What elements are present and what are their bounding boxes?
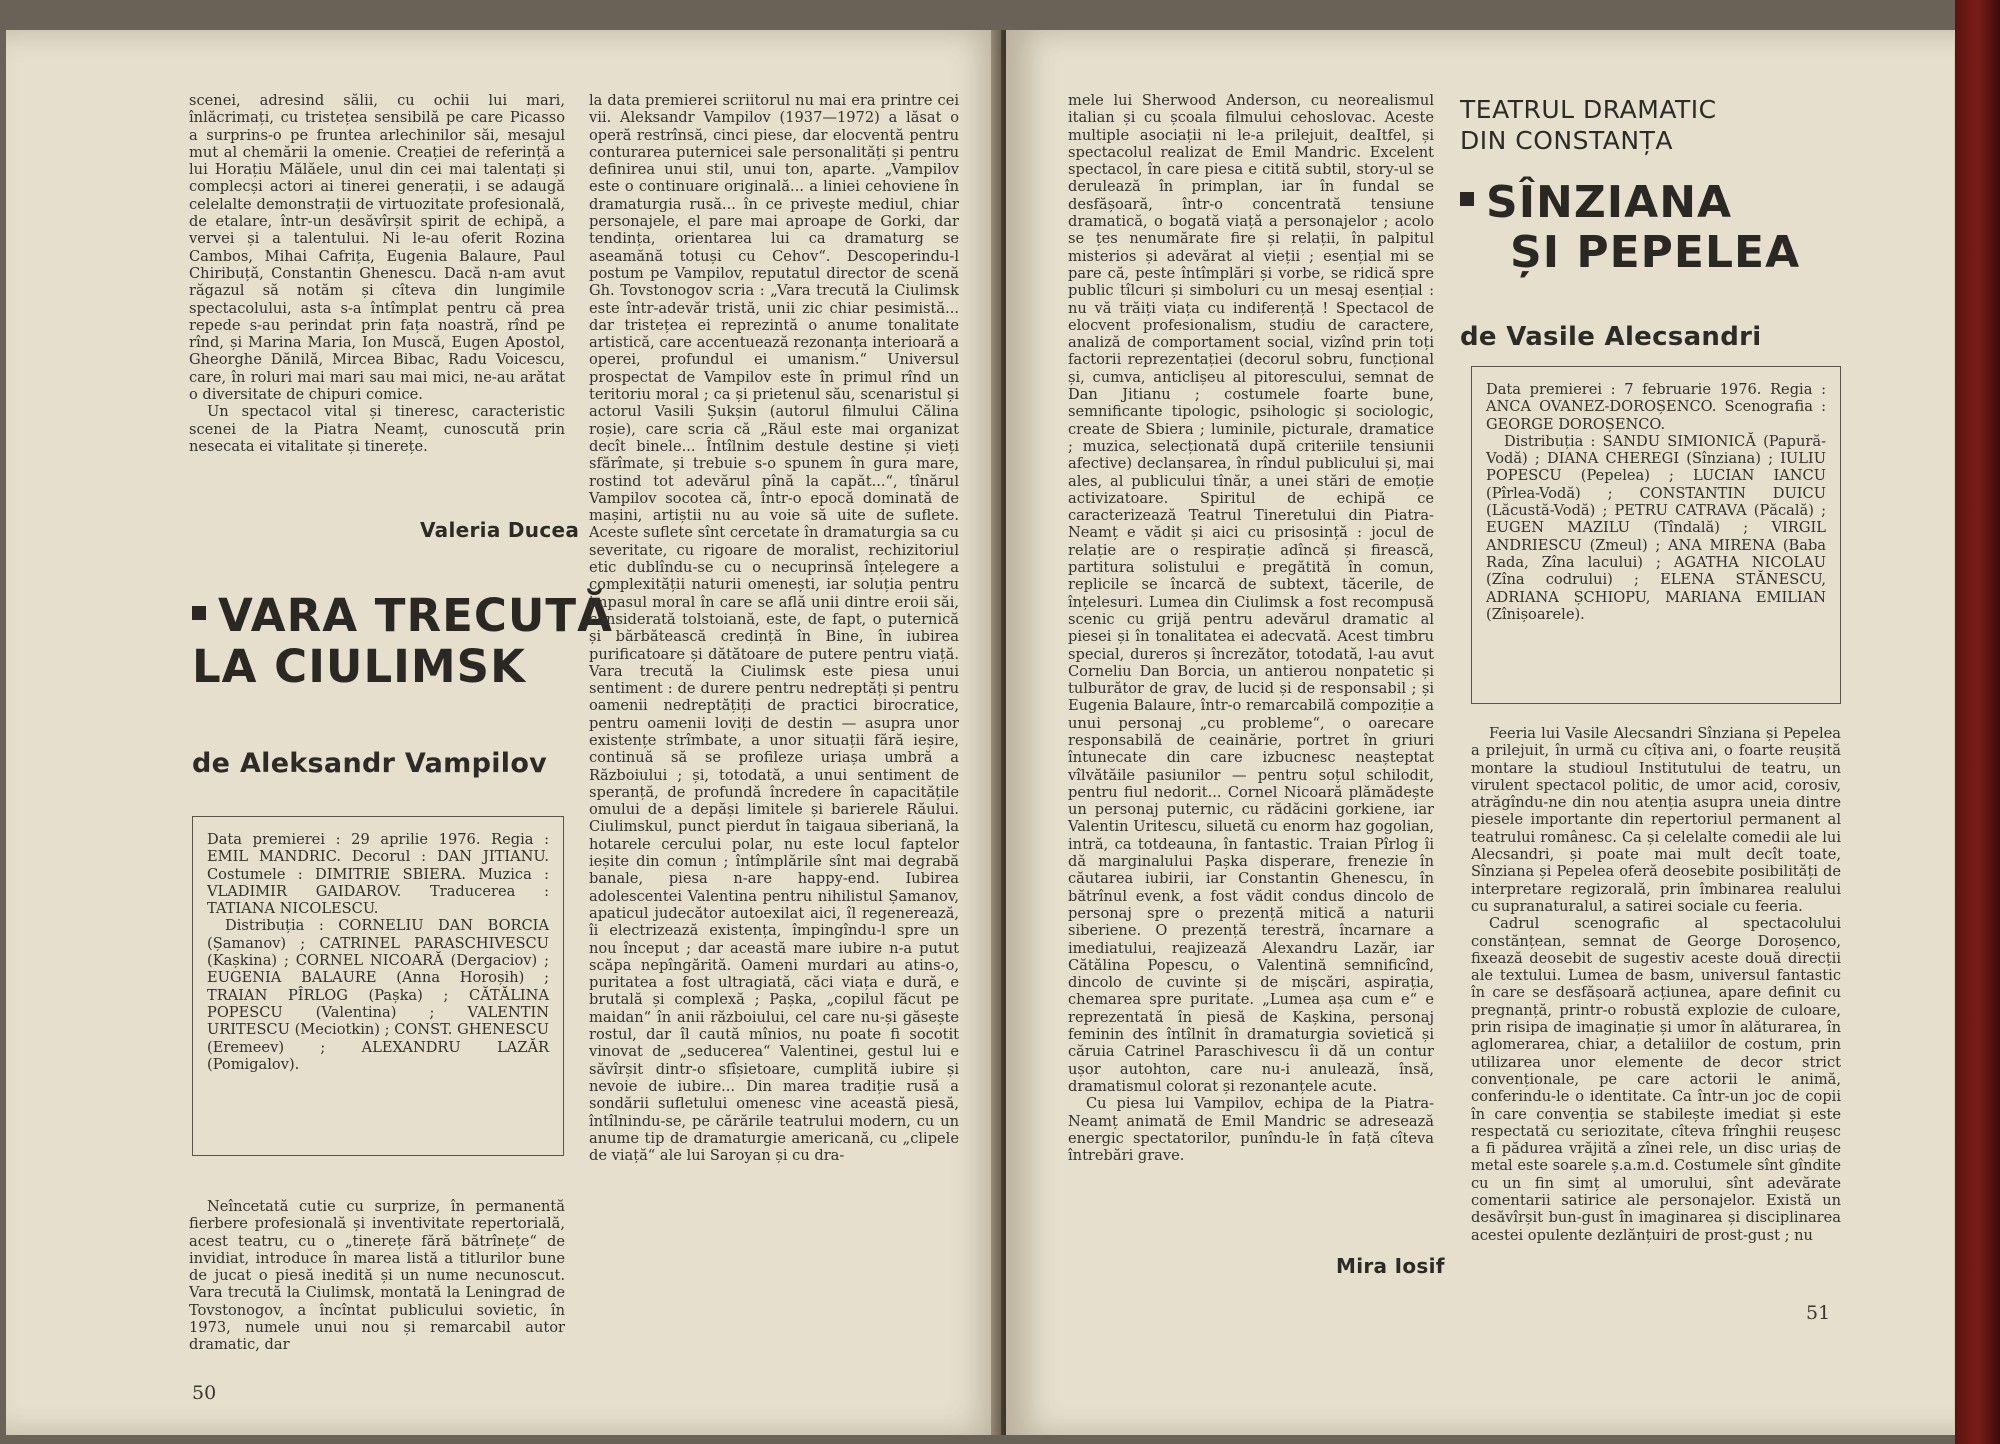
paragraph: Feeria lui Vasile Alecsandri Sînziana și Pepelea a prilejuit, în urmă cu cîțiva ani, o foarte reușită montare la studioul Institutului de teatru, un virulent spectacol politic, de umor acid, corosiv, atrăgîndu-ne din nou atenția asupra uneia dintre piesele importante din repertoriul permanent al teatrului românesc. Ca și celelalte comedii ale lui Alecsandri, și poate mai mult decît toate, Sînziana și Pepelea oferă deosebite posibilități de interpretare regizorală, prin îmbinarea realului cu supranaturalul, a satirei sociale cu feeria. (1471, 725, 1841, 915)
paragraph: Cadrul scenografic al spectacolului constănțean, semnat de George Doroșenco, fixează deosebit de sugestiv aceste două direcții ale textului. Lumea de basm, universul fantastic în care se desfășoară acțiunea, apare definit cu pregnanță, printr-o robustă explozie de culoare, prin risipa de imaginație și umor în alăturarea, în aglomerarea, chiar, a detaliilor de costum, prin utilizarea unor elemente de decor strict convenționale, pe care actorii le animă, conferindu-le o identitate. Ca într-un joc de copii în care convenția se stabilește imediat și este respectată cu seriozitate, cîteva frînghii reușesc a fi pădurea vrăjită a zînei rele, un disc uriaș de metal este soarele ș.a.m.d. Costumele sînt gîndite cu un fin simț al umorului, sînt adevărate comentarii satirice ale personajelor. Există un desăvîrșit bun-gust în imaginarea și disciplinarea acestei opulente dezlănțuiri de prost-gust ; nu (1471, 915, 1841, 1244)
bullet-square-icon (192, 606, 206, 620)
bullet-square-icon (1460, 192, 1474, 206)
paragraph: mele lui Sherwood Anderson, cu neorealismul italian și cu școala filmului cehoslovac. Aceste multiple asociații ni le-a prilejuit, deaItfel, și spectacolul realizat de Emil Mandric. Excelent spectacol, în care piesa e citită subtil, story-ul se derulează în primplan, iar în fundal se desfășoară, într-o concentrată tensiune dramatică, o bogată viață a personajelor ; acolo se țes nenumărate fire și relații, în palpitul misterios și adevărat al vieții ; esențial mi se pare că, peste întîmplări și vorbe, se ridică spre public tîlcuri și simboluri cu un mesaj esențial : nu vă trăiți viața cu indiferență ! Spectacol de elocvent profesionalism, studiu de caractere, analiză de comportament social, vizînd prin toți factorii reprezentației (decorul sobru, funcțional și, cumva, anticlișeu al pitorescului, semnat de Dan Jitianu ; costumele foarte bune, semnificante tipologic, psihologic și sociologic, create de Sbiera ; luminile, picturale, dramatice ; muzica, selecționată după criteriile tensiunii afective) declanșarea, în rîndul publicului și, mai ales, al publicului tînăr, a unei stări de emoție activizatoare. Spiritul de echipă ce caracterizează Teatrul Tineretului din Piatra-Neamț e vădit și aici cu prisosință : jocul de relație are o respirație adîncă și firească, partitura solistului e pregătită în comun, replicile se încarcă de subtext, tăcerile, de înțelesuri. Lumea din Ciulimsk a fost recompusă scenic cu grijă pentru adevărul dramatic al piesei și în tonalitatea ei adecvată. Acest timbru special, dureros și încrezător, totodată, l-au avut Corneliu Dan Borcia, un antierou nonpatetic și tulburător de grav, de lucid și de responsabil ; și Eugenia Balaure, într-o remarcabilă compoziție a unui personaj „cu probleme“, o oarecare responsabilă de ceainărie, portret în griuri întunecate din care izbucnesc neașteptat vîlvătăile pasiunilor — pentru soțul schilodit, pentru fiul nedorit... Cornel Nicoară plămădește un personaj puternic, cu rădăcini gorkiene, iar Valentin Uritescu, siluetă cu enorm haz gogolian, intră, ca totdeauna, în fantastic. Traian Pîrlog îi dă marginalului Pașka disperare, frenezie în căutarea iubirii, iar Constantin Ghenescu, în bătrînul evenk, a fost vădit condus dincolo de personaj spre o prezență mitică a naturii siberiene. O prezență terestră, încarnare a imediatului, reajizează Alexandru Lazăr, iar Cătălina Popescu, o Valentină semnificînd, dincolo de cuvinte și de mișcări, aspirația, chemarea spre puritate. „Lumea așa cum e“ e reprezentată în piesă de Kașkina, personaj feminin des întîlnit în dramaturgia sovietică și căruia Catrinel Paraschivescu îi dă un contur ușor autohton, care nu-i anulează, însă, dramatismul colorat și rezonanțele acute. (1068, 92, 1434, 1095)
column-1-top (189, 92, 565, 455)
page-number-right: 51 (1806, 1302, 1831, 1324)
right-page (1006, 30, 1976, 1435)
article-title-vara-trecuta: VARA TRECUTĂ LA CIULIMSK (192, 589, 613, 694)
author-vasile-alecsandri: de Vasile Alecsandri (1460, 322, 1762, 352)
credits-cast: Distribuția : CORNELIU DAN BORCIA (Șamanov) ; CATRINEL PARASCHIVESCU (Kașkina) ; CORNEL NICOARĂ (Dergaciov) ; EUGENIA BALAURE (Anna Horoșih) ; TRAIAN PÎRLOG (Pașka) ; CĂTĂLINA POPESCU (Valentina) ; VALENTIN URITESCU (Meciotkin) ; CONST. GHENESCU (Eremeev) ; ALEXANDRU LAZĂR (Pomigalov). (207, 917, 549, 1073)
byline-valeria-ducea: Valeria Ducea (420, 518, 580, 542)
byline-mira-iosif: Mira Iosif (1336, 1254, 1445, 1278)
credits-box-sinziana (1471, 366, 1841, 704)
column-1-bottom (189, 1198, 565, 1354)
book-binding (1955, 0, 2000, 1444)
paragraph: Un spectacol vital și tineresc, caracteristic scenei de la Piatra Neamț, cunoscută prin nesecata ei vitalitate și tinerețe. (189, 403, 565, 455)
open-book (6, 30, 1986, 1440)
paragraph: scenei, adresind sălii, cu ochii lui mari, înlăcrimați, cu tristețea sensibilă pe care Picasso a surprins-o pe fruntea arlechinilor săi, mesajul mut al chemării la omenie. Creației de referință a lui Horațiu Mălăele, unul din cei mai talentați și complecși actori ai tinerei generații, i se adaugă celelalte demonstrații de virtuozitate profesională, de etalare, într-un desăvîrșit spirit de echipă, a vervei și a talentului. Ni le-au oferit Rozina Cambos, Mihai Cafrița, Eugenia Balaure, Paul Chiribuță, Constantin Ghenescu. Dacă n-am avut răgazul să notăm și cîteva din lungimile spectacolului, asta s-a întîmplat pentru că prea repede s-au perindat prin fața noastră, rînd pe rînd, și Marina Maria, Ion Muscă, Eugen Apostol, Gheorghe Dănilă, Mircea Bibac, Radu Voicescu, care, în roluri mai mari sau mai mici, ne-au arătat o diversitate de chipuri comice. (189, 92, 565, 404)
paragraph: la data premierei scriitorul nu mai era printre cei vii. Aleksandr Vampilov (1937—1972) a lăsat o operă restrînsă, cinci piese, dar elocventă pentru conturarea puternicei sale personalități și pentru definirea unui stil, unui ton, aparte. „Vampilov este o continuare originală... a liniei cehoviene în dramaturgia rusă... în ce privește mediul, chiar personajele, el pare mai aproape de Gorki, dar tendința, orientarea lui ca dramaturg se aseamănă totuși cu Cehov“. Descoperindu-l postum pe Vampilov, reputatul director de scenă Gh. Tovstonogov scria : „Vara trecută la Ciulimsk este într-adevăr tristă, unii zic chiar pesimistă... dar tristețea ei reprezintă o anume tonalitate artistică, care accentuează rezonanța interioară a operei, profundul ei umanism.“ Universul prospectat de Vampilov este în primul rînd un teritoriu moral ; ca și prietenul său, scenaristul și actorul Vasili Șukșin (autorul filmului Călina roșie), care scria că „Răul este mai organizat decît binele... Întîlnim destule destine și vieți sfărîmate, și trebuie s-o spunem în gura mare, rostind tot adevărul pînă la capăt...“, tînărul Vampilov socotea că, într-o epocă dominată de mașini, artiștii nu au voie să uite de suflete. Aceste suflete sînt cercetate în dramaturgia sa cu severitate, cu rigoare de moralist, rechizitoriul etic dublîndu-se cu o necuprinsă înțelegere a complexității naturii omenești, iar soluția pentru impasul moral în care se află unii dintre eroii săi, considerată tolstoiană, este, de fapt, o puternică și bărbătească credință în Bine, în iubirea purificatoare și dătătoare de putere pentru viață. Vara trecută la Ciulimsk este piesa unui sentiment : de durere pentru nedreptăți și pentru oamenii nedreptățiți de practici birocratice, pentru oamenii loviți de destin — asupra unor existențe strîmbate, a unor situații fără ieșire, continuă să se profileze uriașa umbră a Războiului ; și, totodată, a unui sentiment de speranță, de profundă încredere în capacitățile omului de a depăși limitele și barierele Răului. Ciulimskul, punct pierdut în taigaua siberiană, la hotarele cercului polar, nu este locul faptelor ieșite din comun ; întîmplările sînt mai degrabă banale, piesa n-are happy-end. Iubirea adolescentei Valentina pentru nihilistul Șamanov, apaticul judecător autoexilat aici, îl regenerează, îi electrizează existența, împingîndu-l spre un nou început ; dar această mare iubire n-a putut scăpa nepîngărită. Oameni murdari au atins-o, puritatea a fost ultragiată, căci viața e dură, e brutală și complexă ; Pașka, „copilul făcut pe maidan“ în anii războiului, cel care nu-și găsește rostul, dar îl caută mînios, nu poate fi socotit vinovat de „seducerea“ Valentinei, gestul lui e săvîrșit dintr-o sfîșietoare, cumplită iubire și nevoie de iubire... Din marea tradiție rusă a sondării sufletului omenesc vine această piesă, întîlnindu-se, pe cărările teatrului modern, cu un anume tip de dramaturgie americană, cu „clipele de viață“ ale lui Saroyan și cu dra- (589, 92, 959, 1165)
column-4 (1471, 725, 1841, 1244)
paragraph: Neîncetată cutie cu surprize, în permanentă fierbere profesională și inventivitate repertorială, acest teatru, cu o „tinerețe fără bătrînețe“ de invidiat, introduce în marea listă a titlurilor bune de jucat o piesă inedită și un nume necunoscut. Vara trecută la Ciulimsk, montată la Leningrad de Tovstonogov, a încîntat publicului sovietic, în 1973, numele unui nou și remarcabil autor dramatic, dar (189, 1198, 565, 1354)
article-title-sinziana: SÎNZIANA ȘI PEPELEA (1460, 180, 1800, 276)
column-3 (1068, 92, 1434, 1164)
author-aleksandr-vampilov: de Aleksandr Vampilov (192, 748, 548, 779)
credits-premiere: Data premierei : 29 aprilie 1976. Regia : EMIL MANDRIC. Decorul : DAN JITIANU. Costumele : DIMITRIE SBIERA. Muzica : VLADIMIR GAIDAROV. Traducerea : TATIANA NICOLESCU. (207, 831, 549, 918)
credits-box-vara-trecuta (192, 816, 564, 1156)
credits-cast: Distribuția : SANDU SIMIONICĂ (Papură-Vodă) ; DIANA CHEREGI (Sînziana) ; IULIU POPESCU (Pepelea) ; LUCIAN IANCU (Pîrlea-Vodă) ; CONSTANTIN DUICU (Lăcustă-Vodă) ; PETRU CATRAVA (Păcală) ; EUGEN MAZILU (Tîndală) ; VIRGIL ANDRIESCU (Zmeul) ; ANA MIRENA (Baba Rada, Zîna lacului) ; AGATHA NICOLAU (Zîna codrului) ; ELENA STĂNESCU, ADRIANA ȘCHIOPU, MARIANA EMILIAN (Zînișoarele). (1486, 432, 1826, 623)
credits-premiere: Data premierei : 7 februarie 1976. Regia : ANCA OVANEZ-DOROȘENCO. Scenografia : GEORGE DOROȘENCO. (1486, 381, 1826, 433)
left-page (6, 30, 1001, 1435)
column-2 (589, 92, 959, 1164)
page-number-left: 50 (192, 1382, 217, 1404)
paragraph: Cu piesa lui Vampilov, echipa de la Piatra-Neamț animată de Emil Mandric se adresează energic spectatorilor, punîndu-le în față cîteva întrebări grave. (1068, 1095, 1434, 1165)
theatre-heading: TEATRUL DRAMATIC DIN CONSTANȚA (1460, 95, 1717, 155)
